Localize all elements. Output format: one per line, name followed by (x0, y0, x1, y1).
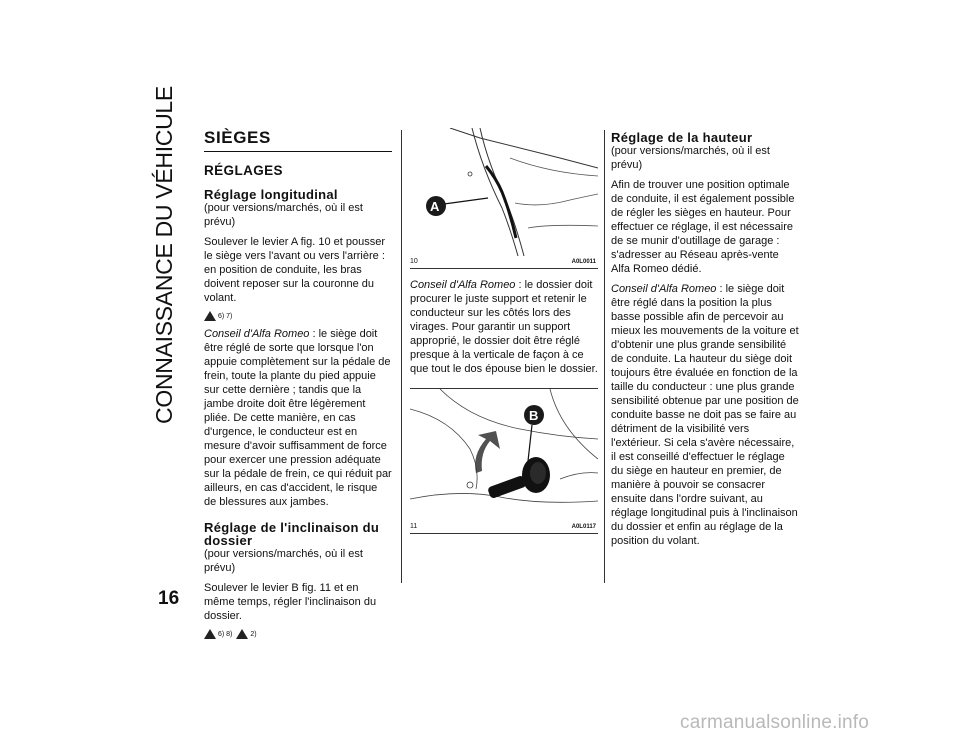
column-3 (611, 128, 799, 554)
sidebar-title-text: CONNAISSANCE DU VÉHICULE (150, 86, 177, 424)
column-divider-2 (604, 130, 605, 583)
longitudinal-heading: Réglage longitudinal (204, 187, 338, 202)
warning-refs-text: 2) (250, 630, 257, 638)
advice-text: : le dossier doit procurer le juste support et retenir le conducteur sur les côtés lors des virages. Pour garantir un support approprié, le dossier doit être réglé presque à la verticale de façon à ce que tout le dos épouse bien le dossier. (410, 279, 598, 375)
height-heading: Réglage de la hauteur (611, 130, 753, 145)
figure-number: 10 (410, 258, 418, 265)
recline-text: Soulever le levier B fig. 11 et en même temps, régler l'inclinaison du dossier. (204, 582, 377, 622)
warning-refs-1 (204, 311, 392, 321)
page-number: 16 (158, 588, 180, 609)
warning-refs-2 (204, 629, 392, 639)
warning-refs-text: 6) 8) (218, 630, 233, 638)
figure-10 (410, 128, 598, 269)
longitudinal-sub: (pour versions/marchés, où il est prévu) (204, 202, 363, 228)
height-advice (611, 282, 799, 548)
height-sub: (pour versions/marchés, où il est prévu) (611, 145, 770, 171)
column-divider-1 (401, 130, 402, 583)
warning-icon (204, 629, 216, 639)
warning-icon (204, 311, 216, 321)
height-text: Afin de trouver une position optimale de conduite, il est également possible de régler les sièges en hauteur. Pour effectuer ce réglage, il est nécessaire de se munir d'outillage de garage : s'adresser au Réseau après-vente Alfa Romeo dédié. (611, 179, 795, 275)
figure-11 (410, 388, 598, 534)
recline-advice (410, 278, 598, 376)
figure-code: A0L0011 (571, 259, 596, 265)
sidebar-section-title (140, 86, 188, 424)
column-2 (410, 128, 598, 534)
warning-refs-text: 6) 7) (218, 312, 233, 320)
column-1 (204, 128, 392, 645)
seat-lever-b-illustration (410, 389, 598, 519)
page-title: SIÈGES (204, 128, 392, 152)
callout-a-label: A (430, 199, 440, 214)
warning-icon (236, 629, 248, 639)
recline-heading: Réglage de l'inclinaison du dossier (204, 520, 380, 548)
seat-lever-a-illustration (410, 128, 598, 256)
advice-text: : le siège doit être réglé dans la position la plus basse possible afin de percevoir au mieux les mouvements de la voiture et d'obtenir une plus grande sensibilité de conduite. La hauteur du siège doit toujours être évaluée en fonction de la taille du conducteur : une plus grande sensibilité obtenue par une position de conduite basse ne doit pas se faire au détriment de la visibilité vers l'extérieur. Si cela s'avère nécessaire, il est conseillé d'effectuer le réglage du siège en hauteur en premier, de manière à pouvoir se consacrer ensuite dans l'ordre suivant, au réglage longitudinal puis à l'inclinaison du dossier et enfin au réglage de la position du volant. (611, 283, 799, 547)
longitudinal-text: Soulever le levier A fig. 10 et pousser le siège vers l'avant ou vers l'arrière : en position de conduite, les bras doivent reposer sur la couronne du volant. (204, 236, 385, 304)
watermark: carmanualsonline.info (680, 712, 870, 733)
advice-label: Conseil d'Alfa Romeo (410, 279, 516, 291)
section-heading: RÉGLAGES (204, 163, 283, 178)
figure-code: A0L0117 (571, 524, 596, 530)
longitudinal-advice (204, 327, 392, 509)
advice-label: Conseil d'Alfa Romeo (611, 283, 717, 295)
callout-b-label: B (529, 408, 539, 423)
advice-text: : le siège doit être réglé de sorte que lorsque l'on appuie complètement sur la pédale de frein, toute la plante du pied appuie sur cette dernière ; tandis que la jambe droite doit être légèrement pliée. De cette manière, en cas d'urgence, le conducteur est en mesure d'avoir suffisamment de force pour exercer une pression adéquate sur la pédale de frein, ce qui réduit par ailleurs, en cas d'accident, le risque de blessures aux jambes. (204, 328, 392, 508)
figure-number: 11 (410, 523, 418, 530)
advice-label: Conseil d'Alfa Romeo (204, 328, 310, 340)
recline-sub: (pour versions/marchés, où il est prévu) (204, 548, 363, 574)
